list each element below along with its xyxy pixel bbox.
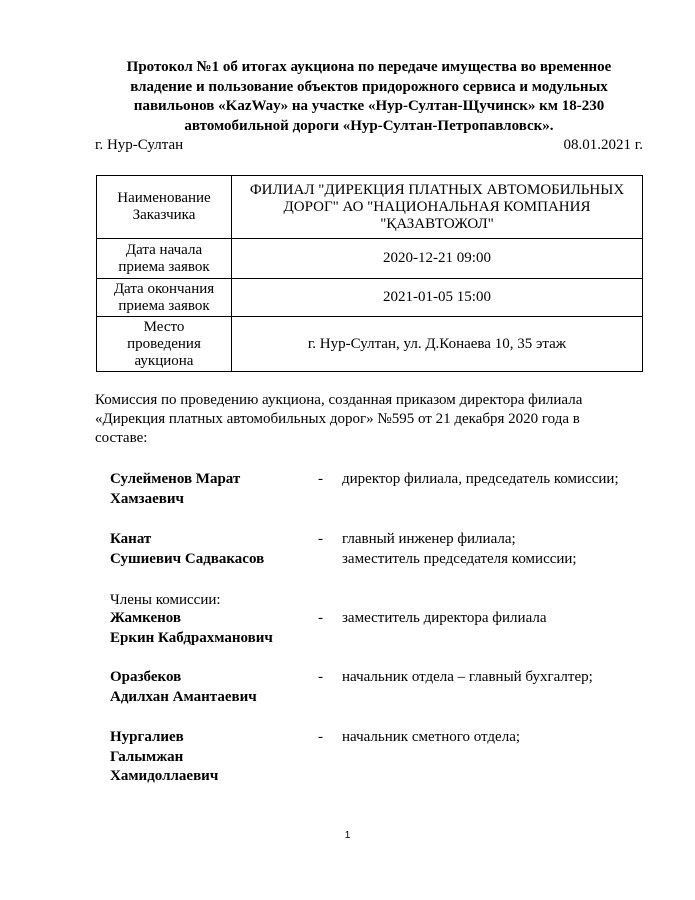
protocol-title: [95, 58, 643, 136]
member-role: [342, 530, 652, 569]
name-line: Оразбеков: [110, 669, 182, 685]
role-line: начальник отдела – главный бухгалтер;: [342, 669, 593, 685]
cell-line: ДОРОГ" АО "НАЦИОНАЛЬНАЯ КОМПАНИЯ: [283, 198, 591, 215]
table-row: [97, 317, 643, 372]
auction-info-table: [96, 175, 643, 372]
member-name: [110, 609, 310, 648]
table-value-cell: [232, 176, 643, 239]
table-row: [97, 239, 643, 279]
title-line: автомобильной дороги «Нур-Султан-Петропавловск».: [184, 117, 554, 134]
intro-line: составе:: [95, 430, 148, 446]
title-line: павильонов «KazWay» на участке «Нур-Султан-Щучинск» км 18-230: [133, 98, 605, 114]
name-line: Канат: [110, 531, 152, 547]
member-role: [342, 728, 652, 748]
title-line: Протокол №1 об итогах аукциона по передаче имущества во временное: [126, 59, 612, 75]
member-dash: -: [318, 531, 323, 547]
name-line: Адилхан Амантаевич: [110, 688, 257, 705]
table-value-cell: [232, 239, 643, 279]
member-dash: -: [318, 669, 323, 685]
role-line: заместитель директора филиала: [342, 610, 547, 626]
name-line: Сулейменов Марат: [110, 471, 241, 487]
cell-line: приема заявок: [118, 297, 210, 314]
name-line: Галымжан: [110, 748, 184, 765]
table-key-cell: [97, 279, 232, 317]
name-line: Нургалиев: [110, 729, 184, 745]
member-role: [342, 609, 652, 629]
member-name: [110, 728, 310, 787]
cell-line: проведения: [127, 335, 201, 352]
member-role: [342, 668, 652, 688]
name-line: Жамкенов: [110, 610, 181, 626]
table-key-cell: [97, 176, 232, 239]
member-role: [342, 470, 652, 490]
cell-line: "ҚАЗАВТОЖОЛ": [380, 215, 494, 232]
member-name: [110, 530, 310, 569]
member-name: [110, 470, 310, 509]
member-dash: -: [318, 471, 323, 487]
role-line: директор филиала, председатель комиссии;: [342, 471, 619, 487]
cell-line: 2021-01-05 15:00: [383, 289, 491, 305]
table-value-cell: [232, 317, 643, 372]
intro-line: «Дирекция платных автомобильных дорог» №595 от 21 декабря 2020 года в: [95, 411, 580, 427]
commission-intro: [95, 391, 643, 448]
cell-line: аукциона: [134, 352, 194, 369]
cell-line: Наименование: [117, 190, 211, 206]
title-line: владение и пользование объектов придорожного сервиса и модульных: [130, 78, 608, 95]
cell-line: ФИЛИАЛ "ДИРЕКЦИЯ ПЛАТНЫХ АВТОМОБИЛЬНЫХ: [249, 181, 625, 198]
role-line: заместитель председателя комиссии;: [342, 550, 577, 567]
name-line: Еркин Кабдрахманович: [110, 629, 273, 646]
table-row: [97, 176, 643, 239]
member-dash: -: [318, 610, 323, 626]
table-row: [97, 279, 643, 317]
name-line: Хамзаевич: [110, 490, 184, 507]
member-dash: -: [318, 729, 323, 745]
name-line: Сушиевич Садвакасов: [110, 550, 265, 567]
intro-line: Комиссия по проведению аукциона, созданная приказом директора филиала: [95, 392, 583, 408]
cell-line: Дата окончания: [113, 280, 215, 297]
cell-line: Заказчика: [132, 207, 196, 223]
table-value-cell: [232, 279, 643, 317]
cell-line: 2020-12-21 09:00: [383, 250, 491, 266]
table-key-cell: [97, 239, 232, 279]
cell-line: Место: [143, 318, 185, 335]
member-name: [110, 668, 310, 707]
cell-line: г. Нур-Султан, ул. Д.Конаева 10, 35 этаж: [307, 335, 567, 352]
document-date: 08.01.2021 г.: [563, 137, 643, 153]
city: г. Нур-Султан: [95, 137, 184, 153]
table-key-cell: [97, 317, 232, 372]
role-line: главный инженер филиала;: [342, 531, 516, 547]
cell-line: Дата начала: [125, 241, 203, 258]
members-label: Члены комиссии:: [110, 592, 221, 608]
role-line: начальник сметного отдела;: [342, 729, 521, 745]
name-line: Хамидоллаевич: [110, 768, 219, 784]
page-number: 1: [344, 830, 351, 841]
cell-line: приема заявок: [118, 258, 210, 275]
